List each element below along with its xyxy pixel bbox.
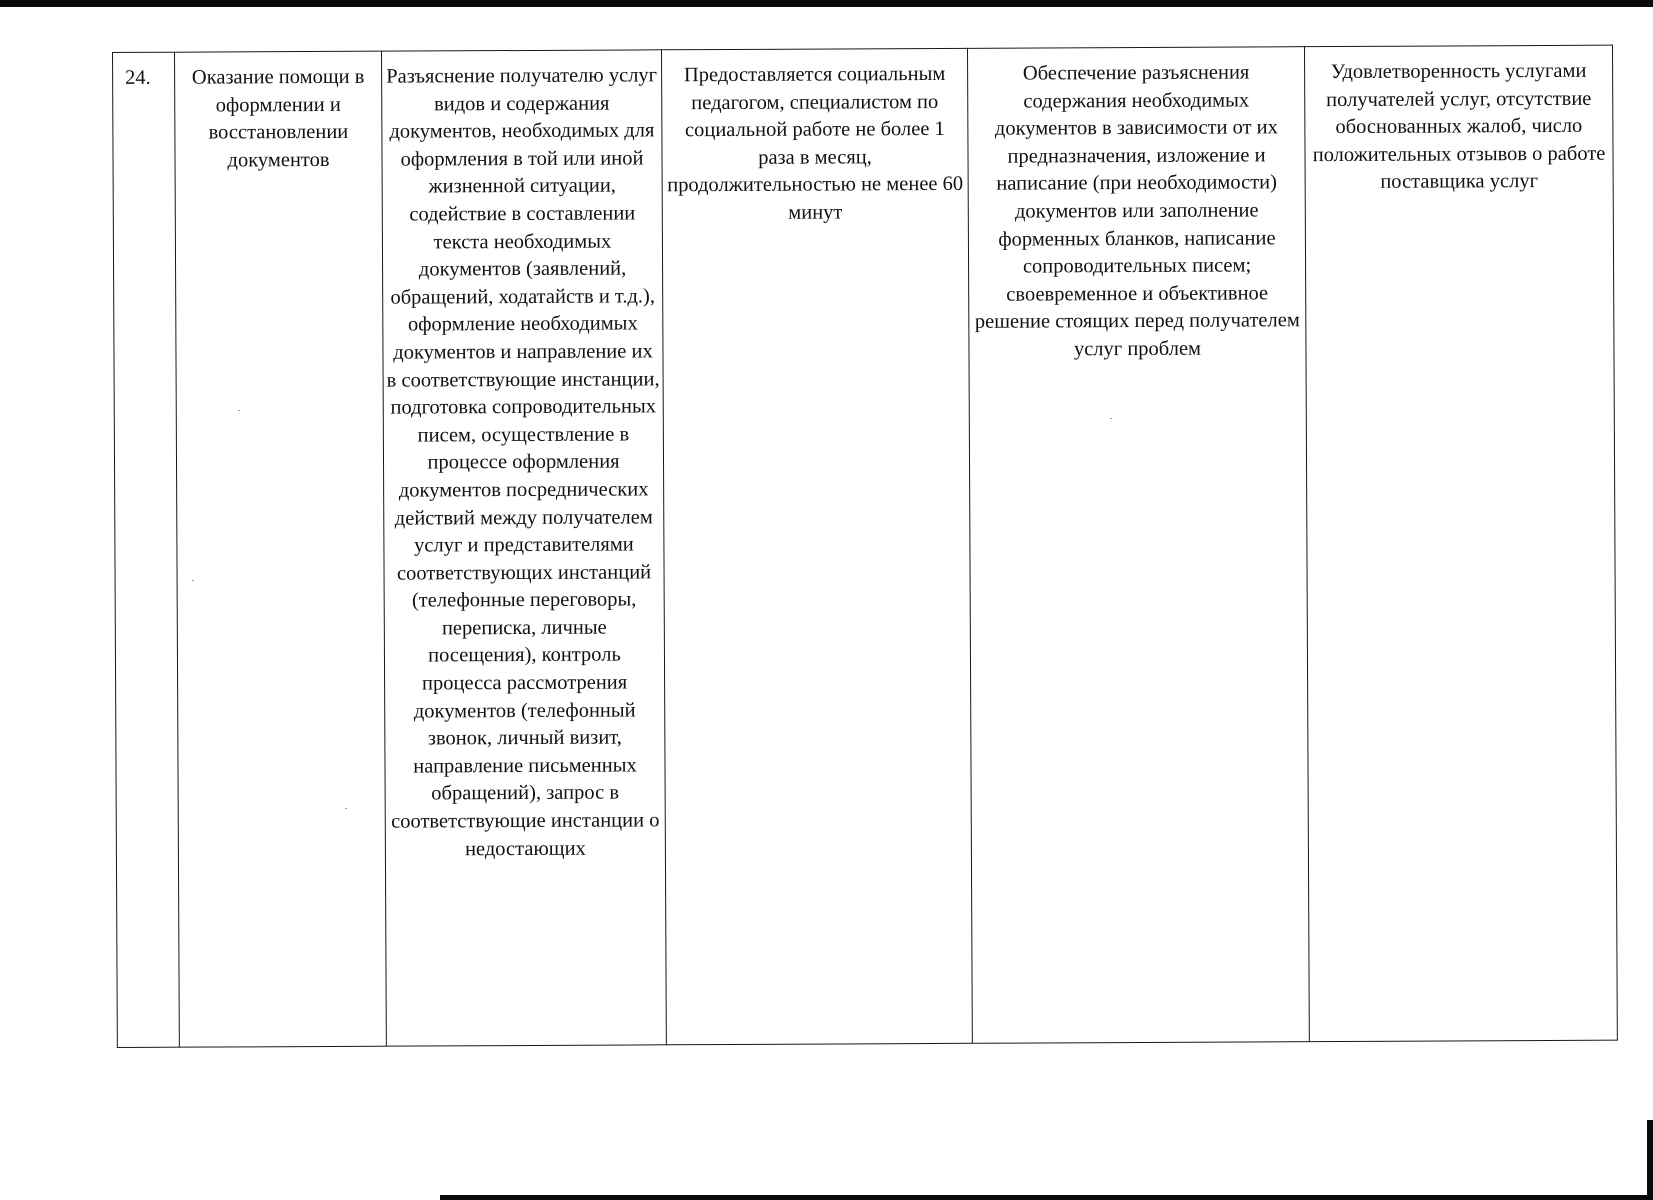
evaluation-criteria: Удовлетворенность услугами получателей услуг, отсутствие обоснованных жалоб, число положительных отзывов о работе поставщика услуг xyxy=(1312,59,1606,194)
service-name-cell xyxy=(175,51,387,1047)
provision-terms-cell xyxy=(661,48,972,1044)
quality-indicators: Обеспечение разъяснения содержания необходимых документов в зависимости от их предназначения, изложение и написание (при необходимости) документов или заполнение форменных бланков, написание сопроводительных писем; своевременное и объективное решение стоящих перед получателем услуг проблем xyxy=(974,61,1300,361)
scan-speck xyxy=(192,580,194,581)
row-number-cell xyxy=(113,52,180,1047)
evaluation-criteria-cell xyxy=(1304,45,1617,1041)
scan-border-bottom xyxy=(440,1195,1653,1200)
table-row xyxy=(113,45,1618,1047)
quality-indicators-cell xyxy=(967,47,1309,1044)
service-content-cell xyxy=(381,50,666,1046)
scan-speck xyxy=(345,808,347,809)
scan-border-top xyxy=(0,0,1653,7)
scan-speck xyxy=(238,410,240,411)
service-name: Оказание помощи в оформлении и восстановлении документов xyxy=(191,65,365,172)
row-number: 24. xyxy=(125,66,151,89)
service-content: Разъяснение получателю услуг видов и содержания документов, необходимых для оформления в той или иной жизненной ситуации, содействие в составлении текста необходимых документов (заявлений, обращений, ходатайств и т.д.), оформление необходимых документов и направление их в соответствующие инстанции, подготовка сопроводительных писем, осуществление в процессе оформления документов посреднических действий между получателем услуг и представителями соответствующих инстанций (телефонные переговоры, переписка, личные посещения), контроль процесса рассмотрения документов (телефонный звонок, личный визит, направление письменных обращений), запрос в соответствующие инстанции о недостающих xyxy=(386,64,660,860)
scan-speck xyxy=(1110,418,1112,419)
services-table xyxy=(112,45,1618,1048)
provision-terms: Предоставляется социальным педагогом, специалистом по социальной работе не более 1 раза в месяц, продолжительностью не менее 60 минут xyxy=(667,62,964,224)
scan-border-right xyxy=(1647,1120,1653,1200)
